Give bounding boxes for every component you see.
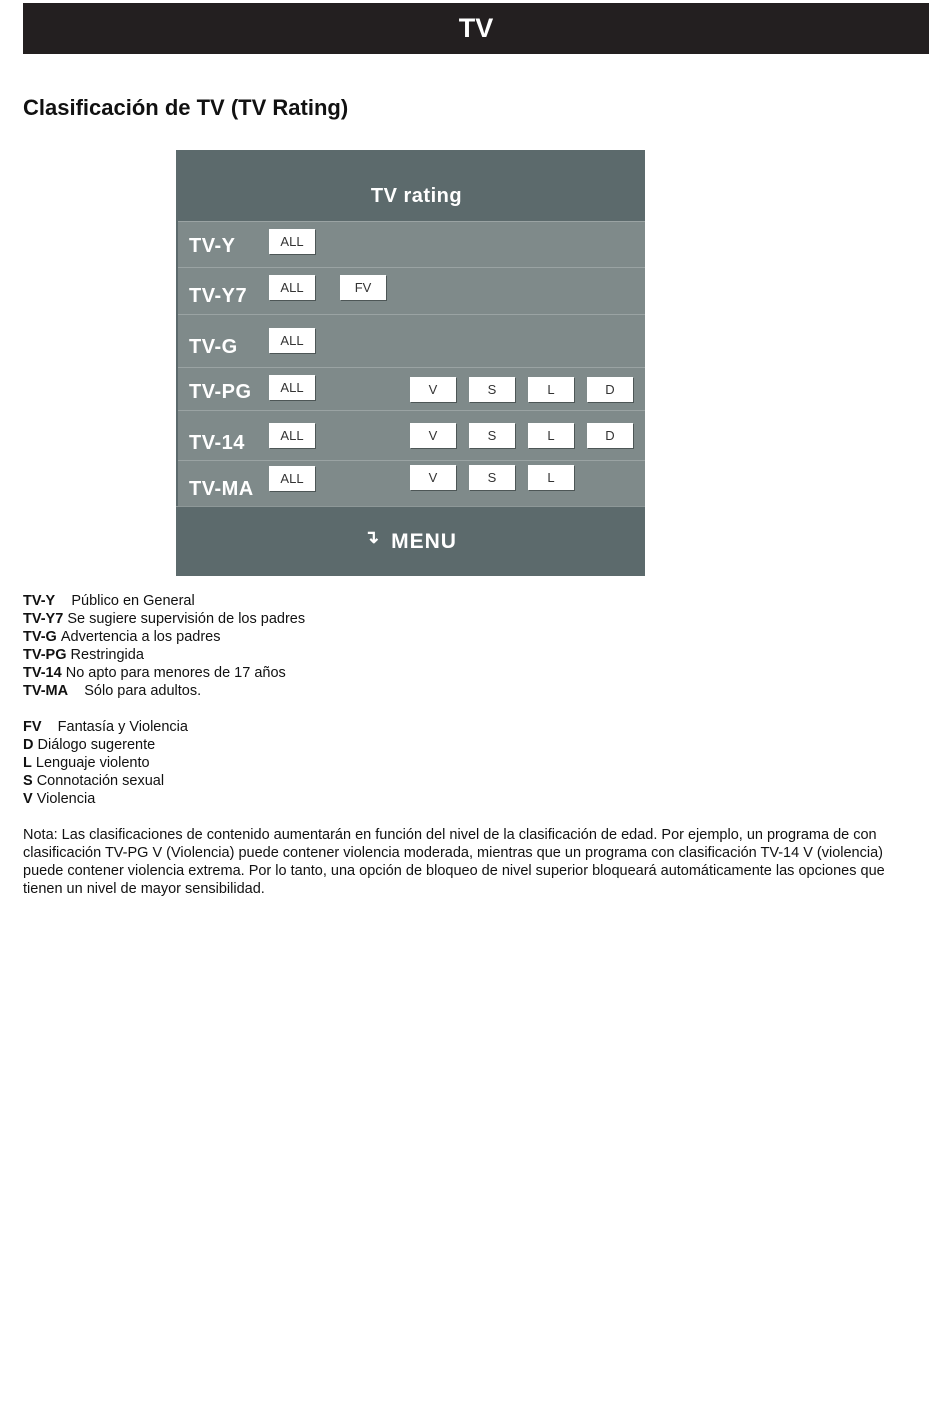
- legend-item: [23, 646, 305, 664]
- chip-all[interactable]: ALL: [269, 375, 315, 400]
- legend-item: [23, 682, 305, 700]
- legend-item: [23, 754, 188, 772]
- legend-item: [23, 664, 305, 682]
- rating-row-tv-g[interactable]: [178, 314, 645, 367]
- legend-desc: No apto para menores de 17 años: [65, 665, 286, 681]
- chip-all[interactable]: ALL: [269, 328, 315, 353]
- legend-code: D: [23, 737, 34, 753]
- menu-title: TV rating: [176, 150, 645, 220]
- rating-row-label: TV-PG: [189, 381, 252, 403]
- legend-item: [23, 790, 188, 808]
- legend-desc: Fantasía y Violencia: [57, 719, 188, 735]
- legend-code: L: [23, 755, 32, 771]
- rating-row-tv-y[interactable]: [178, 221, 645, 267]
- menu-footer[interactable]: [176, 506, 645, 576]
- chip-s[interactable]: S: [469, 377, 515, 402]
- legend-desc: Connotación sexual: [36, 773, 165, 789]
- chip-d[interactable]: D: [587, 377, 633, 402]
- chip-v[interactable]: V: [410, 465, 456, 490]
- page-header-title: TV: [458, 13, 494, 43]
- rating-row-label: TV-G: [189, 336, 238, 358]
- chip-l[interactable]: L: [528, 423, 574, 448]
- legend-desc: Diálogo sugerente: [37, 737, 156, 753]
- chip-d[interactable]: D: [587, 423, 633, 448]
- legend-desc: Lenguaje violento: [35, 755, 150, 771]
- rating-row-tv-14[interactable]: [178, 410, 645, 460]
- legend-code: TV-14: [23, 665, 62, 681]
- chip-all[interactable]: ALL: [269, 229, 315, 254]
- chip-all[interactable]: ALL: [269, 423, 315, 448]
- chip-v[interactable]: V: [410, 423, 456, 448]
- chip-all[interactable]: ALL: [269, 466, 315, 491]
- rating-row-label: TV-Y7: [189, 285, 248, 307]
- ratings-legend: [23, 592, 305, 700]
- legend-code: FV: [23, 719, 42, 735]
- legend-item: [23, 610, 305, 628]
- tv-rating-menu: [176, 150, 645, 575]
- chip-v[interactable]: V: [410, 377, 456, 402]
- chip-all[interactable]: ALL: [269, 275, 315, 300]
- legend-item: [23, 736, 188, 754]
- page-header: [23, 3, 929, 54]
- chip-fv[interactable]: FV: [340, 275, 386, 300]
- note-paragraph: Nota: Las clasificaciones de contenido aumentarán en función del nivel de la clasificación de edad. Por ejemplo, un programa de con clasificación TV-PG V (Violencia) puede contener violencia moderada, mientras que un programa con clasificación TV-14 V (violencia) puede contener violencia extrema. Por lo tanto, una opción de bloqueo de nivel superior bloqueará automáticamente las opciones que tienen un nivel de mayor sensibilidad.: [23, 827, 885, 897]
- legend-desc: Sólo para adultos.: [84, 683, 202, 699]
- content-codes-legend: [23, 718, 188, 808]
- rating-row-tv-ma[interactable]: [178, 460, 645, 506]
- legend-desc: Advertencia a los padres: [60, 629, 221, 645]
- legend-desc: Público en General: [71, 593, 195, 609]
- chip-s[interactable]: S: [469, 465, 515, 490]
- legend-desc: Restringida: [70, 647, 144, 663]
- legend-item: [23, 592, 305, 610]
- legend-code: TV-PG: [23, 647, 67, 663]
- menu-button-label: MENU: [391, 529, 457, 553]
- rating-row-label: TV-Y: [189, 235, 236, 257]
- legend-desc: Se sugiere supervisión de los padres: [67, 611, 306, 627]
- legend-code: TV-MA: [23, 683, 69, 699]
- legend-item: [23, 718, 188, 736]
- legend-item: [23, 628, 305, 646]
- return-arrow-icon: ↴: [364, 527, 380, 547]
- chip-l[interactable]: L: [528, 377, 574, 402]
- legend-code: S: [23, 773, 33, 789]
- rating-row-tv-pg[interactable]: [178, 367, 645, 410]
- section-heading: Clasificación de TV (TV Rating): [23, 95, 349, 120]
- chip-l[interactable]: L: [528, 465, 574, 490]
- rating-row-label: TV-14: [189, 432, 245, 454]
- rating-row-tv-y7[interactable]: [178, 267, 645, 314]
- legend-code: TV-G: [23, 629, 57, 645]
- legend-desc: Violencia: [36, 791, 96, 807]
- legend-code: TV-Y: [23, 593, 56, 609]
- chip-s[interactable]: S: [469, 423, 515, 448]
- legend-code: TV-Y7: [23, 611, 64, 627]
- legend-code: V: [23, 791, 33, 807]
- rating-row-label: TV-MA: [189, 478, 254, 500]
- legend-item: [23, 772, 188, 790]
